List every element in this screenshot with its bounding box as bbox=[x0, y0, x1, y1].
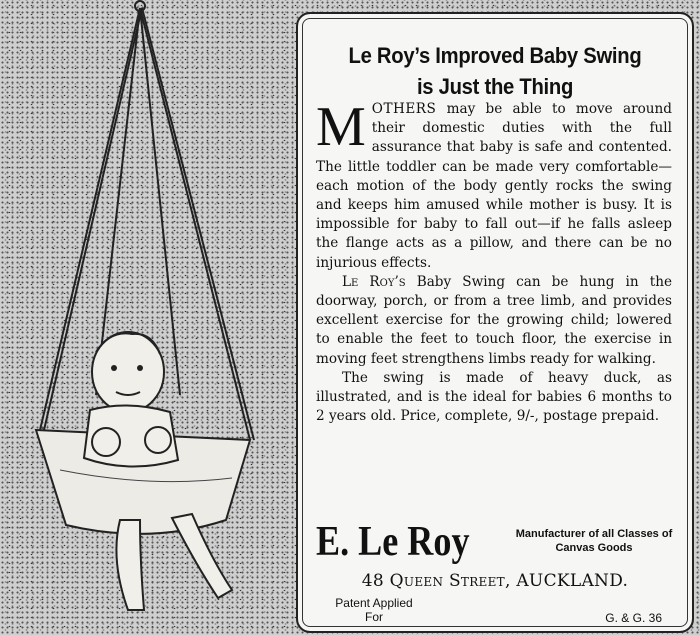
advert-body bbox=[316, 96, 672, 426]
paragraph-3: The swing is made of heavy duck, as illustrated, and is the ideal for babies 6 months to 2 years old. Price, complete, 9/-, postage prepaid. bbox=[316, 369, 672, 425]
headline bbox=[314, 40, 676, 102]
advertisement-panel bbox=[296, 12, 694, 633]
paragraph-1 bbox=[316, 96, 672, 273]
headline-line-1: Le Roy’s Improved Baby Swing bbox=[348, 43, 642, 68]
baby-hand bbox=[92, 428, 120, 456]
first-word: OTHERS bbox=[371, 101, 437, 117]
headline-line-2: is Just the Thing bbox=[416, 74, 574, 99]
paragraph-2-lead: Le Roy’s bbox=[342, 273, 406, 290]
address: 48 Queen Street, AUCKLAND. bbox=[361, 571, 629, 591]
baby-leg-left bbox=[116, 520, 144, 610]
baby-swing-illustration bbox=[0, 0, 300, 635]
maker-tagline: Manufacturer of all Classes of Canvas Goods bbox=[515, 528, 673, 554]
paragraph-1-text: may be able to move around their domestic duties with the full assurance that baby is safe and contented. The little toddler can be made very comfortable—each motion of the body gently rocks the swing and keeps him amused while mother is busy. It is impossible for baby to fall out—if he falls asleep the flange acts as a pillow, and there can be no injurious effects. bbox=[316, 101, 672, 271]
maker-signature bbox=[316, 519, 676, 569]
paragraph-2-text: Baby Swing can be hung in the doorway, porch, or from a tree limb, and provides excellent exercise for the growing child; lowered to enable the feet to touch floor, the exercise in moving feet strengthens limbs ready for walking. bbox=[316, 273, 672, 367]
paragraph-2 bbox=[316, 273, 672, 369]
maker-name: E. Le Roy bbox=[316, 519, 470, 565]
patent-notice: Patent Applied For bbox=[335, 596, 413, 624]
drop-cap: M bbox=[316, 96, 366, 158]
ad-code: G. & G. 36 bbox=[605, 611, 662, 625]
